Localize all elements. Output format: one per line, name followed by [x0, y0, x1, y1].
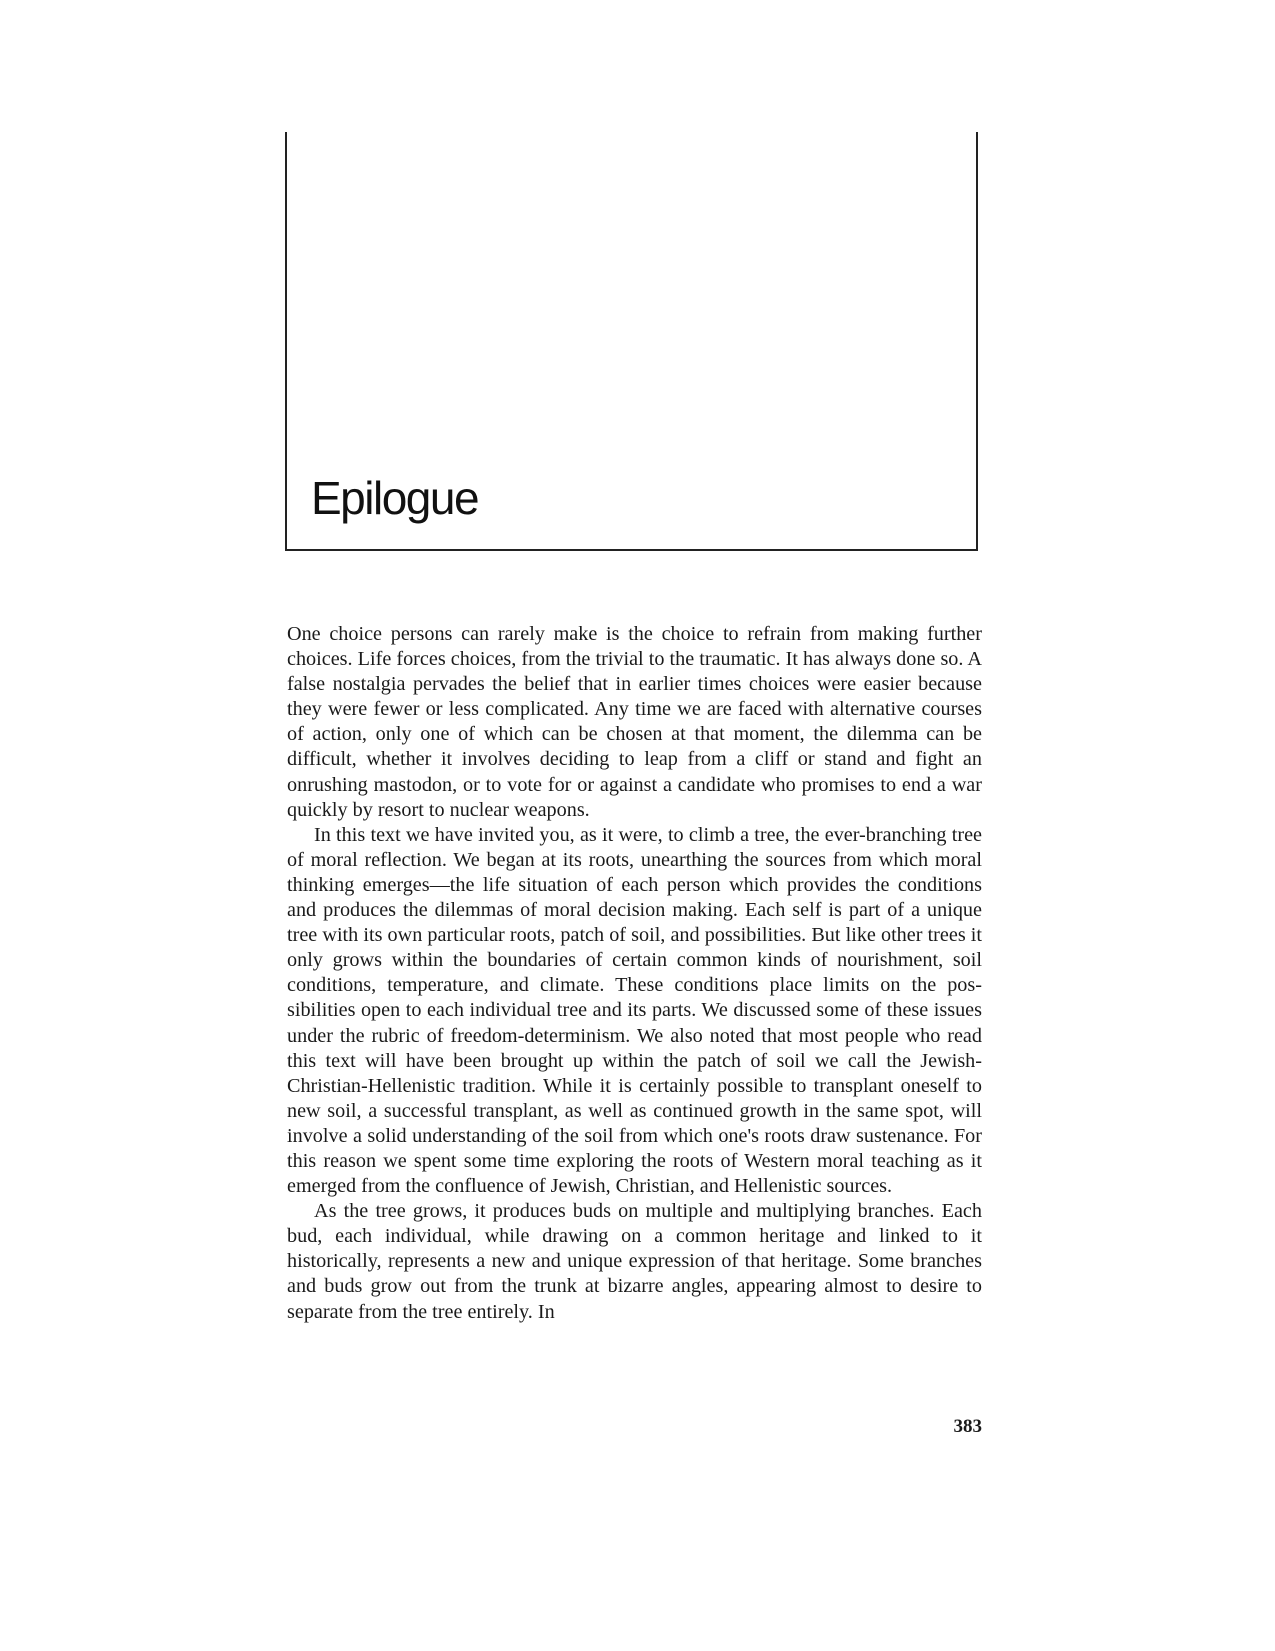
paragraph-1: One choice persons can rarely make is the choice to refrain from making further choices. Life forces choices, from the trivial to the traumatic. It has always done so. A false nostalgia pervades the belief that in earlier times choices were easier because they were fewer or less complicated. Any time we are faced with alternative courses of action, only one of which can be chosen at that moment, the dilemma can be difficult, whether it involves deciding to leap from a cliff or stand and fight an onrushing mastodon, or to vote for or against a candidate who promises to end a war quickly by resort to nuclear weapons. — [287, 623, 982, 821]
paragraph-2: In this text we have invited you, as it were, to climb a tree, the ever-branching tree of moral reflection. We began at its roots, unearthing the sources from which moral thinking emerges—the life situation of each person which provides the conditions and produces the dilemmas of moral decision making. Each self is part of a unique tree with its own particular roots, patch of soil, and possibilities. But like other trees it only grows within the boundaries of certain common kinds of nourishment, soil conditions, temperature, and climate. These conditions place limits on the possibilities open to each individual tree and its parts. We discussed some of these issues under the rubric of freedom-determinism. We also noted that most people who read this text will have been brought up within the patch of soil we call the Jewish-Christian-Hellenistic tradition. While it is certainly possible to transplant oneself to new soil, a successful transplant, as well as continued growth in the same spot, will involve a solid understanding of the soil from which one's roots draw sustenance. For this reason we spent some time exploring the roots of Western moral teaching as it emerged from the confluence of Jewish, Christian, and Hellenistic sources. — [287, 823, 982, 1198]
chapter-title-frame — [285, 132, 978, 551]
body-text — [287, 622, 982, 1325]
page-number: 383 — [953, 1416, 982, 1437]
chapter-title: Epilogue — [311, 472, 479, 524]
paragraph-3: As the tree grows, it produces buds on multiple and multiplying branches. Each bud, each individual, while drawing on a common heritage and linked to it historically, represents a new and unique expression of that heritage. Some branches and buds grow out from the trunk at bizarre angles, appearing almost to desire to separate from the tree entirely. In — [287, 1200, 982, 1323]
